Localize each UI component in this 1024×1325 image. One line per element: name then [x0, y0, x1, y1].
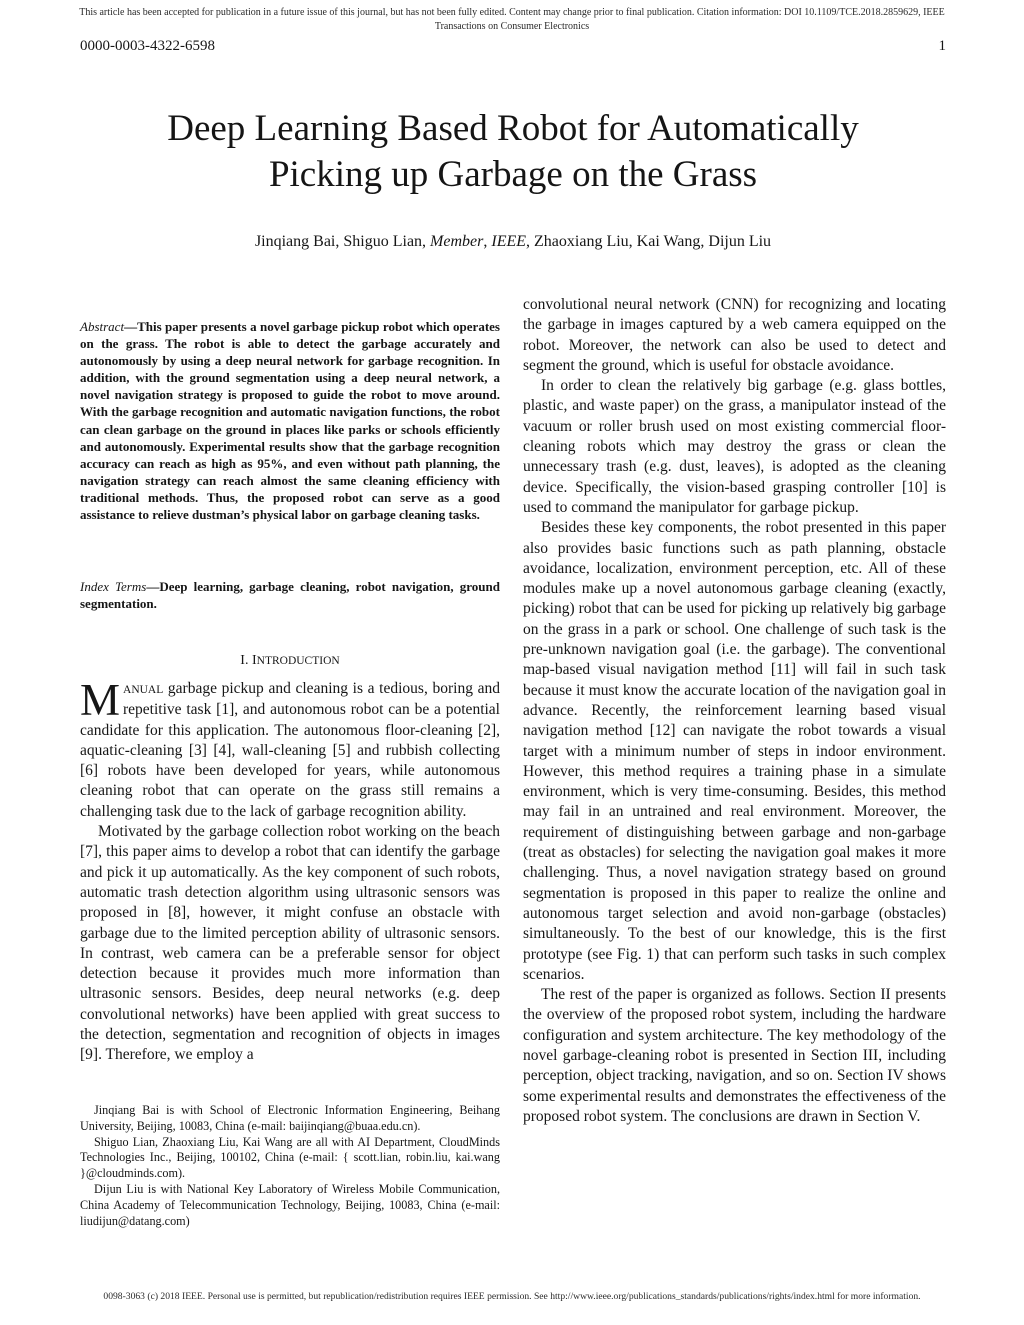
author-list	[80, 233, 946, 251]
right-paragraph-0: convolutional neural network (CNN) for recognizing and locating the garbage in images captured by a web camera equipped on the robot. Moreover, the network can also be used to detect and segment the ground, which is useful for obstacle avoidance.	[523, 296, 946, 374]
right-paragraph-1: In order to clean the relatively big garbage (e.g. glass bottles, plastic, and waste paper) on the grass, a manipulator instead of the vacuum or roller brush used on most existing commercial floor-cleaning robots which may destroy the grass or clean the unnecessary trash (e.g. dust, leaves), is adopted as the cleaning device. Specifically, the vision-based grasping controller [10] is used to command the manipulator for garbage pickup.	[523, 377, 946, 516]
introduction-body	[80, 675, 500, 1066]
title-line-2: Picking up Garbage on the Grass	[268, 154, 758, 195]
abstract-text: —This paper presents a novel garbage pickup robot which operates on the grass. The robot is able to detect the garbage accurately and autonomously by using a deep neural network for garbage recognition. In addition, with the ground segmentation using a deep neural network, a novel navigation strategy is proposed to guide the robot to move around. With the garbage recognition and automatic navigation functions, the robot can clean garbage on the ground in places like parks or schools efficiently and autonomously. Experimental results show that the garbage recognition accuracy can reach as high as 95%, and even without path planning, the navigation strategy can reach almost the same cleaning efficiency with traditional methods. Thus, the proposed robot can serve as a good assistance to relieve dustman’s physical labor on garbage cleaning tasks.	[80, 319, 500, 523]
footnote-3: Dijun Liu is with National Key Laboratory of Wireless Mobile Communication, China Academy of Telecommunication Technology, Beijing, 10083, China (e-mail: liudijun@datang.com)	[80, 1181, 500, 1228]
notice-line-1: This article has been accepted for publication in a future issue of this journal, but has not been fully edited. Content may change prior to final publication. Citation information: DOI 10.1109/TCE.2018.2859629, IEEE	[79, 7, 945, 18]
right-column	[523, 295, 946, 1127]
author-footnotes	[80, 1103, 500, 1229]
authors-sep: ,	[483, 233, 492, 250]
index-terms-lead: Index Terms	[80, 579, 147, 594]
notice-line-2: Transactions on Consumer Electronics	[434, 21, 590, 32]
abstract	[80, 318, 500, 523]
index-terms	[80, 578, 500, 612]
intro-paragraph-2: Motivated by the garbage collection robot working on the beach [7], this paper aims to develop a robot that can identify the garbage and pick it up automatically. As the key component of such robots, automatic trash detection algorithm using ultrasonic sensors was proposed in [8], however, it might confuse an obstacle with garbage due to the limited perception ability of ultrasonic sensors. In contrast, web camera can be a preferable sensor for object detection because it provides much more information than ultrasonic sensors. Besides, deep neural networks (e.g. deep convolutional networks) have been applied with great success to the detection, segmentation and recognition of objects in images [9]. Therefore, we employ a	[80, 823, 500, 1064]
document-id: 0000-0003-4322-6598	[80, 38, 215, 54]
right-paragraph-3: The rest of the paper is organized as follows. Section II presents the overview of the proposed robot system, including the hardware configuration and system architecture. The key methodology of the novel garbage-cleaning robot is presented in Section III, including perception, object tracking, navigation, and so on. Section IV shows some experimental results and demonstrates the effectiveness of the proposed robot system. The conclusions are drawn in Section V.	[523, 986, 946, 1125]
footnote-2: Shiguo Lian, Zhaoxiang Liu, Kai Wang are all with AI Department, CloudMinds Technologies Inc., Beijing, 100102, China (e-mail: { scott.lian, robin.liu, kai.wang }@cloudminds.com).	[80, 1134, 500, 1181]
section-heading-introduction	[80, 653, 500, 669]
right-paragraph-2: Besides these key components, the robot presented in this paper also provides basic functions such as path planning, obstacle avoidance, localization, environment perception, etc. All of these modules make up a novel autonomous garbage cleaning (exactly, picking) robot that can be used for picking up relatively big garbage on the grass in a park or school. One challenge of such task is the pre-unknown navigation goal (i.e. the garbage). The conventional map-based visual navigation method [11] will fail in such task because it must know the accurate location of the navigation goal in advance. Recently, the reinforcement learning based visual navigation method [12] can navigate the robot towards a visual target with a minimum number of steps in indoor environment. However, this method requires a training phase in a simulate environment, which is very time-consuming. Besides, this method may fail in an untrained and real environment. Moreover, the requirement of distinguishing between garbage and non-garbage (treat as obstacles) for selecting the navigation goal makes it more challenging. Thus, a novel navigation strategy based on ground segmentation is proposed in this paper to realize the online and autonomous target selection and avoid non-garbage (obstacles) simultaneously. To the best of our knowledge, this is the first prototype (see Fig. 1) that can perform such tasks in such complex scenarios.	[523, 519, 946, 983]
intro-smallcaps: ANUAL	[123, 684, 164, 696]
index-terms-text: —Deep learning, garbage cleaning, robot navigation, ground segmentation.	[80, 579, 500, 612]
author-ieee: IEEE	[491, 233, 527, 250]
publication-notice	[0, 6, 1024, 34]
copyright-footer: 0098-3063 (c) 2018 IEEE. Personal use is permitted, but republication/redistribution requires IEEE permission. See http://www.ieee.org/publications_standards/publications/rights/index.html for more information.	[103, 1291, 921, 1302]
section-numeral: I.	[240, 653, 252, 668]
title-line-1: Deep Learning Based Robot for Automatically	[167, 108, 859, 149]
authors-part-2: , Zhaoxiang Liu, Kai Wang, Dijun Liu	[526, 233, 772, 250]
author-member: Member	[430, 233, 484, 250]
section-title-rest: NTRODUCTION	[256, 655, 340, 667]
section-initial: I	[251, 653, 257, 668]
intro-paragraph-1	[80, 675, 500, 822]
footnote-1: Jinqiang Bai is with School of Electronic Information Engineering, Beihang University, Beijing, 10083, China (e-mail: baijinqiang@buaa.edu.cn).	[80, 1103, 500, 1133]
abstract-lead: Abstract	[80, 319, 125, 334]
drop-cap: M	[80, 675, 121, 725]
paper-title	[80, 106, 946, 198]
authors-part-1: Jinqiang Bai, Shiguo Lian,	[254, 233, 431, 250]
page-number: 1	[938, 38, 946, 54]
intro-p1-text: garbage pickup and cleaning is a tedious, boring and repetitive task [1], and autonomous robot can be a potential candidate for this application. The autonomous floor-cleaning [2], aquatic-cleaning [3] [4], wall-cleaning [5] and rubbish collecting [6] robots have been developed for years, while autonomous cleaning robot that can operate on the grass still remains a challenging task due to the lack of garbage recognition ability.	[80, 680, 500, 820]
